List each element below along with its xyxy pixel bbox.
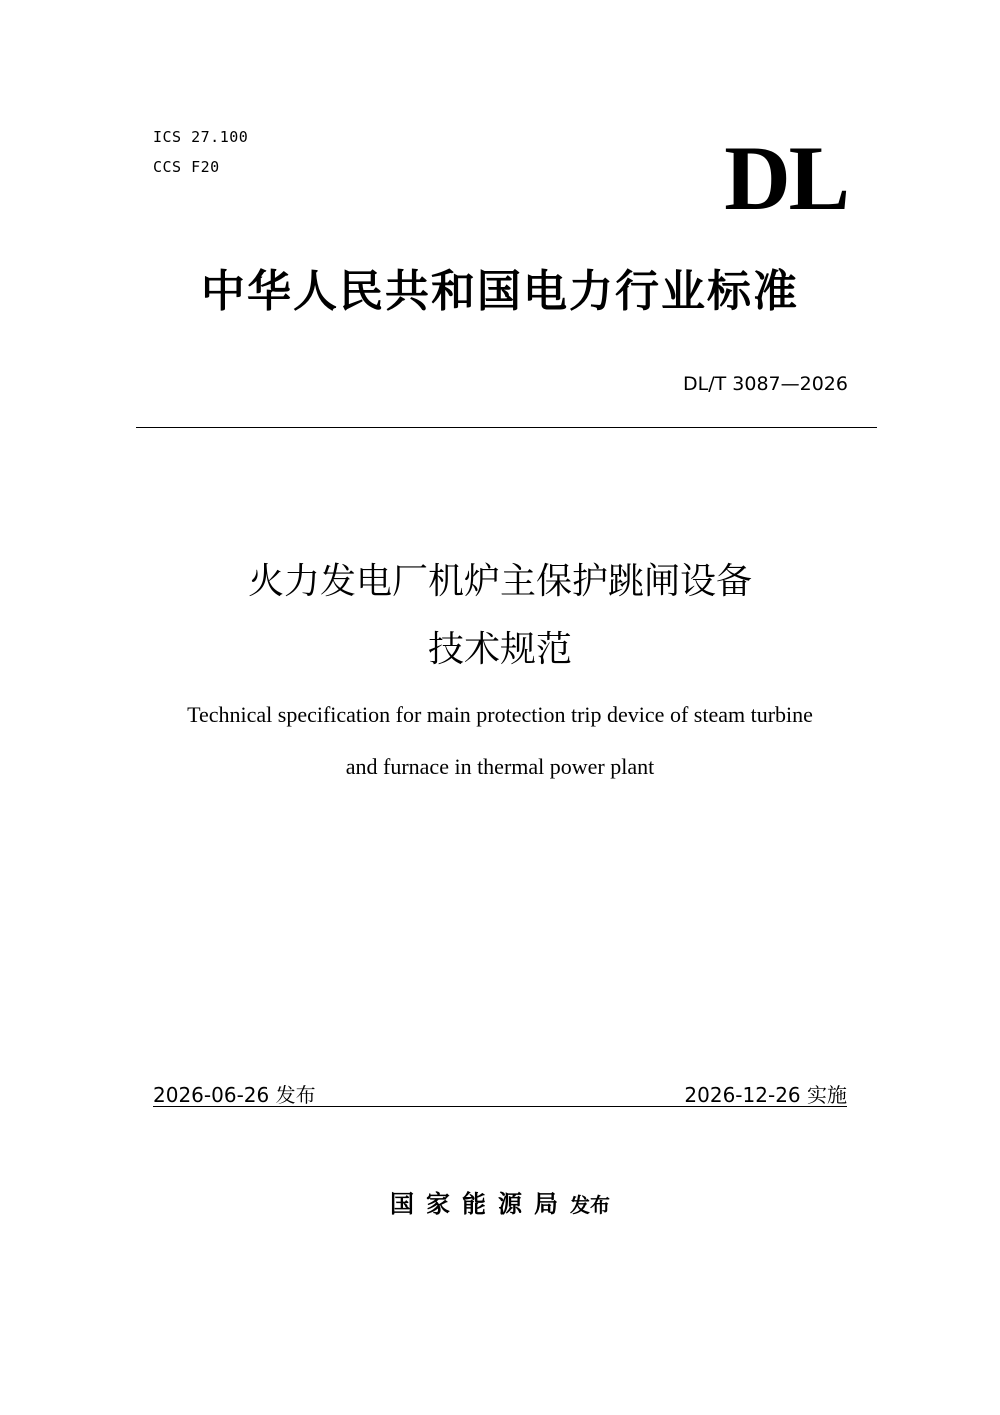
title-chinese-line-1: 火力发电厂机炉主保护跳闸设备 <box>247 561 752 602</box>
industry-standard-title: 中华人民共和国电力行业标准 <box>201 266 799 317</box>
dl-logo: DL <box>724 127 848 229</box>
ccs-code: CCS F20 <box>153 158 220 176</box>
top-divider <box>136 427 877 428</box>
publisher-line <box>0 1186 1000 1223</box>
implementation-date: 2026-12-26 实施 <box>684 1083 847 1107</box>
title-english-line-1: Technical specification for main protection trip device of steam turbine <box>187 702 813 727</box>
publisher-verb: 发布 <box>570 1193 610 1217</box>
publisher-name: 国家能源局 <box>390 1190 570 1218</box>
title-english-line-2: and furnace in thermal power plant <box>345 754 655 779</box>
bottom-divider <box>153 1106 847 1107</box>
title-chinese-line-2: 技术规范 <box>427 629 572 670</box>
standard-number: DL/T 3087—2026 <box>683 373 848 395</box>
ics-code: ICS 27.100 <box>153 128 249 146</box>
issue-date: 2026-06-26 发布 <box>153 1083 316 1107</box>
